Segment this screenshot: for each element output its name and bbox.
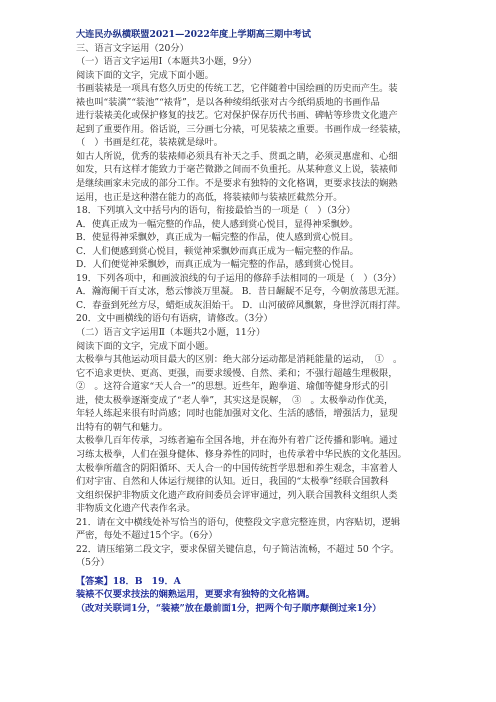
question-22-cont: （5分）	[76, 557, 110, 569]
answer-revision: 装裱不仅要求技法的娴熟运用，更要求有独特的文化格调。	[76, 589, 315, 601]
options-cd: C．春蚕到死丝方尽，蜡炬成灰泪始干。 D．山河破碎风飘絮，身世浮沉雨打萍。	[76, 299, 406, 311]
question-21: 21．请在文中横线处补写恰当的语句，使整段文字意完整连贯，内容贴切，逻辑	[76, 516, 401, 528]
question-22: 22．请压缩第二段文字，要求保留关键信息，句子简洁流畅，不超过 50 个字。	[76, 543, 400, 555]
passage-line: 太极拳与其他运动项目最大的区别：绝大部分运动都是消耗能量的运动， ① 。	[76, 354, 403, 366]
subsection-heading: （二）语言文字运用Ⅱ（本题共2小题，11分）	[76, 327, 266, 339]
instruction-text: 阅读下面的文字，完成下面小题。	[76, 69, 214, 81]
question-20: 20．文中画横线的语句有语病，请修改。（3分）	[76, 313, 273, 325]
passage-line: 出特有的朝气和魅力。	[76, 421, 168, 433]
passage-line: 如古人所说，优秀的装裱师必须具有补天之手、贯虱之睛，必须灵惠虚和、心细	[76, 150, 398, 162]
passage-line: 运用，也正是这种潜在能力的高低，将装裱师与装裱匠截然分开。	[76, 191, 343, 203]
passage-line: 裱也叫“装潢”“装池”“裱背”，是以各种绫绢纸张对古今纸绢质地的书画作品	[76, 96, 380, 108]
passage-line: 如发，只有这样才能致力于毫芒微渺之间而不负重托。从某种意义上说，装裱师	[76, 164, 398, 176]
question-18: 18．下列填入文中括号内的语句，衔接最恰当的一项是（ ）（3分）	[76, 205, 356, 217]
subsection-heading: （一）语言文字运用Ⅰ（本题共3小题，9分）	[76, 56, 257, 68]
question-21-cont: 严密，每处不超过15个字。（6分）	[76, 530, 218, 542]
passage-line: 文组织保护非物质文化遗产政府间委员会评审通过，列入联合国教科文组织人类	[76, 489, 398, 501]
options-ab: A．瀚海阑干百丈冰，愁云惨淡万里凝。 B．昔日龌龊不足夸，今朝放荡思无涯。	[76, 286, 405, 298]
passage-line: （ ）书画是红花，装裱就是绿叶。	[76, 137, 223, 149]
passage-line: 进，使太极拳逐渐变成了“老人拳”，其实这是误解， ③ 。太极拳动作优美，	[76, 394, 394, 406]
passage-line: 书画装裱是一项具有悠久历史的传统工艺，它伴随着中国绘画的历史而产生。装	[76, 83, 398, 95]
option-b: B．使显得神采飘妙，真正成为一幅完整的作品，使人感到赏心悦目。	[76, 232, 359, 244]
answer-key: 【答案】18．B 19．A	[76, 575, 181, 587]
passage-line: 太极拳几百年传承，习练者遍布全国各地，并在海外有着广泛传播和影响。通过	[76, 435, 398, 447]
option-d: D．人们便觉神采飘妙，而真正成为一幅完整的作品，感到赏心悦目。	[76, 259, 359, 271]
passage-line: ② 。这符合道家“天人合一”的思想。近些年，跑拳道、瑜伽等健身形式的引	[76, 381, 389, 393]
instruction-text: 阅读下面的文字，完成下面小题。	[76, 340, 214, 352]
section-heading: 三、语言文字运用（20分）	[76, 42, 189, 54]
option-c: C．人们便感到赏心悦目，顿觉神采飘妙而真正成为一幅完整的作品。	[76, 245, 359, 257]
passage-line: 是继续画家未完成的部分工作。不是要求有独特的文化格调，更要求技法的娴熟	[76, 178, 398, 190]
passage-line: 习练太极拳，人们在强身健体、修身养性的同时，也传承着中华民族的文化基因。	[76, 448, 407, 460]
passage-line: 进行装裱美化或保护修复的技艺。它对保护保存历代书画、碑帖等珍贵文化遗产	[76, 110, 398, 122]
passage-line: 非物质文化遗产代表作名录。	[76, 503, 196, 515]
exam-title: 大连民办纵横联盟2021—2022年度上学期高三期中考试	[76, 29, 311, 40]
answer-scoring-note: （改对关联词1分，“装裱”放在最前面1分，把两个句子顺序颠倒过来1分）	[76, 602, 382, 614]
passage-line: 太极拳所蕴含的阴阳循环、天人合一的中国传统哲学思想和养生观念，丰富着人	[76, 462, 398, 474]
passage-line: 年轻人练起来很有时尚感；同时也能加强对文化、生活的感悟，增强活力，显现	[76, 408, 398, 420]
question-19: 19．下列各项中，和画波浪线的句子运用的修辞手法相同的一项是（ ）（3分）	[76, 272, 402, 284]
passage-line: 们对宇宙、自然和人体运行规律的认知。近日，我国的“太极拳”经联合国教科	[76, 476, 389, 488]
option-a: A．使真正成为一幅完整的作品，使人感到赏心悦目，显得神采飘妙。	[76, 218, 359, 230]
passage-line: 它不追求更快、更高、更强，而要求缓慢、自然、柔和；不强行超越生理极限，	[76, 367, 398, 379]
passage-line: 起到了重要作用。俗话说，三分画七分裱，可见装裱之重要。书画作成一经装裱，	[76, 123, 407, 135]
